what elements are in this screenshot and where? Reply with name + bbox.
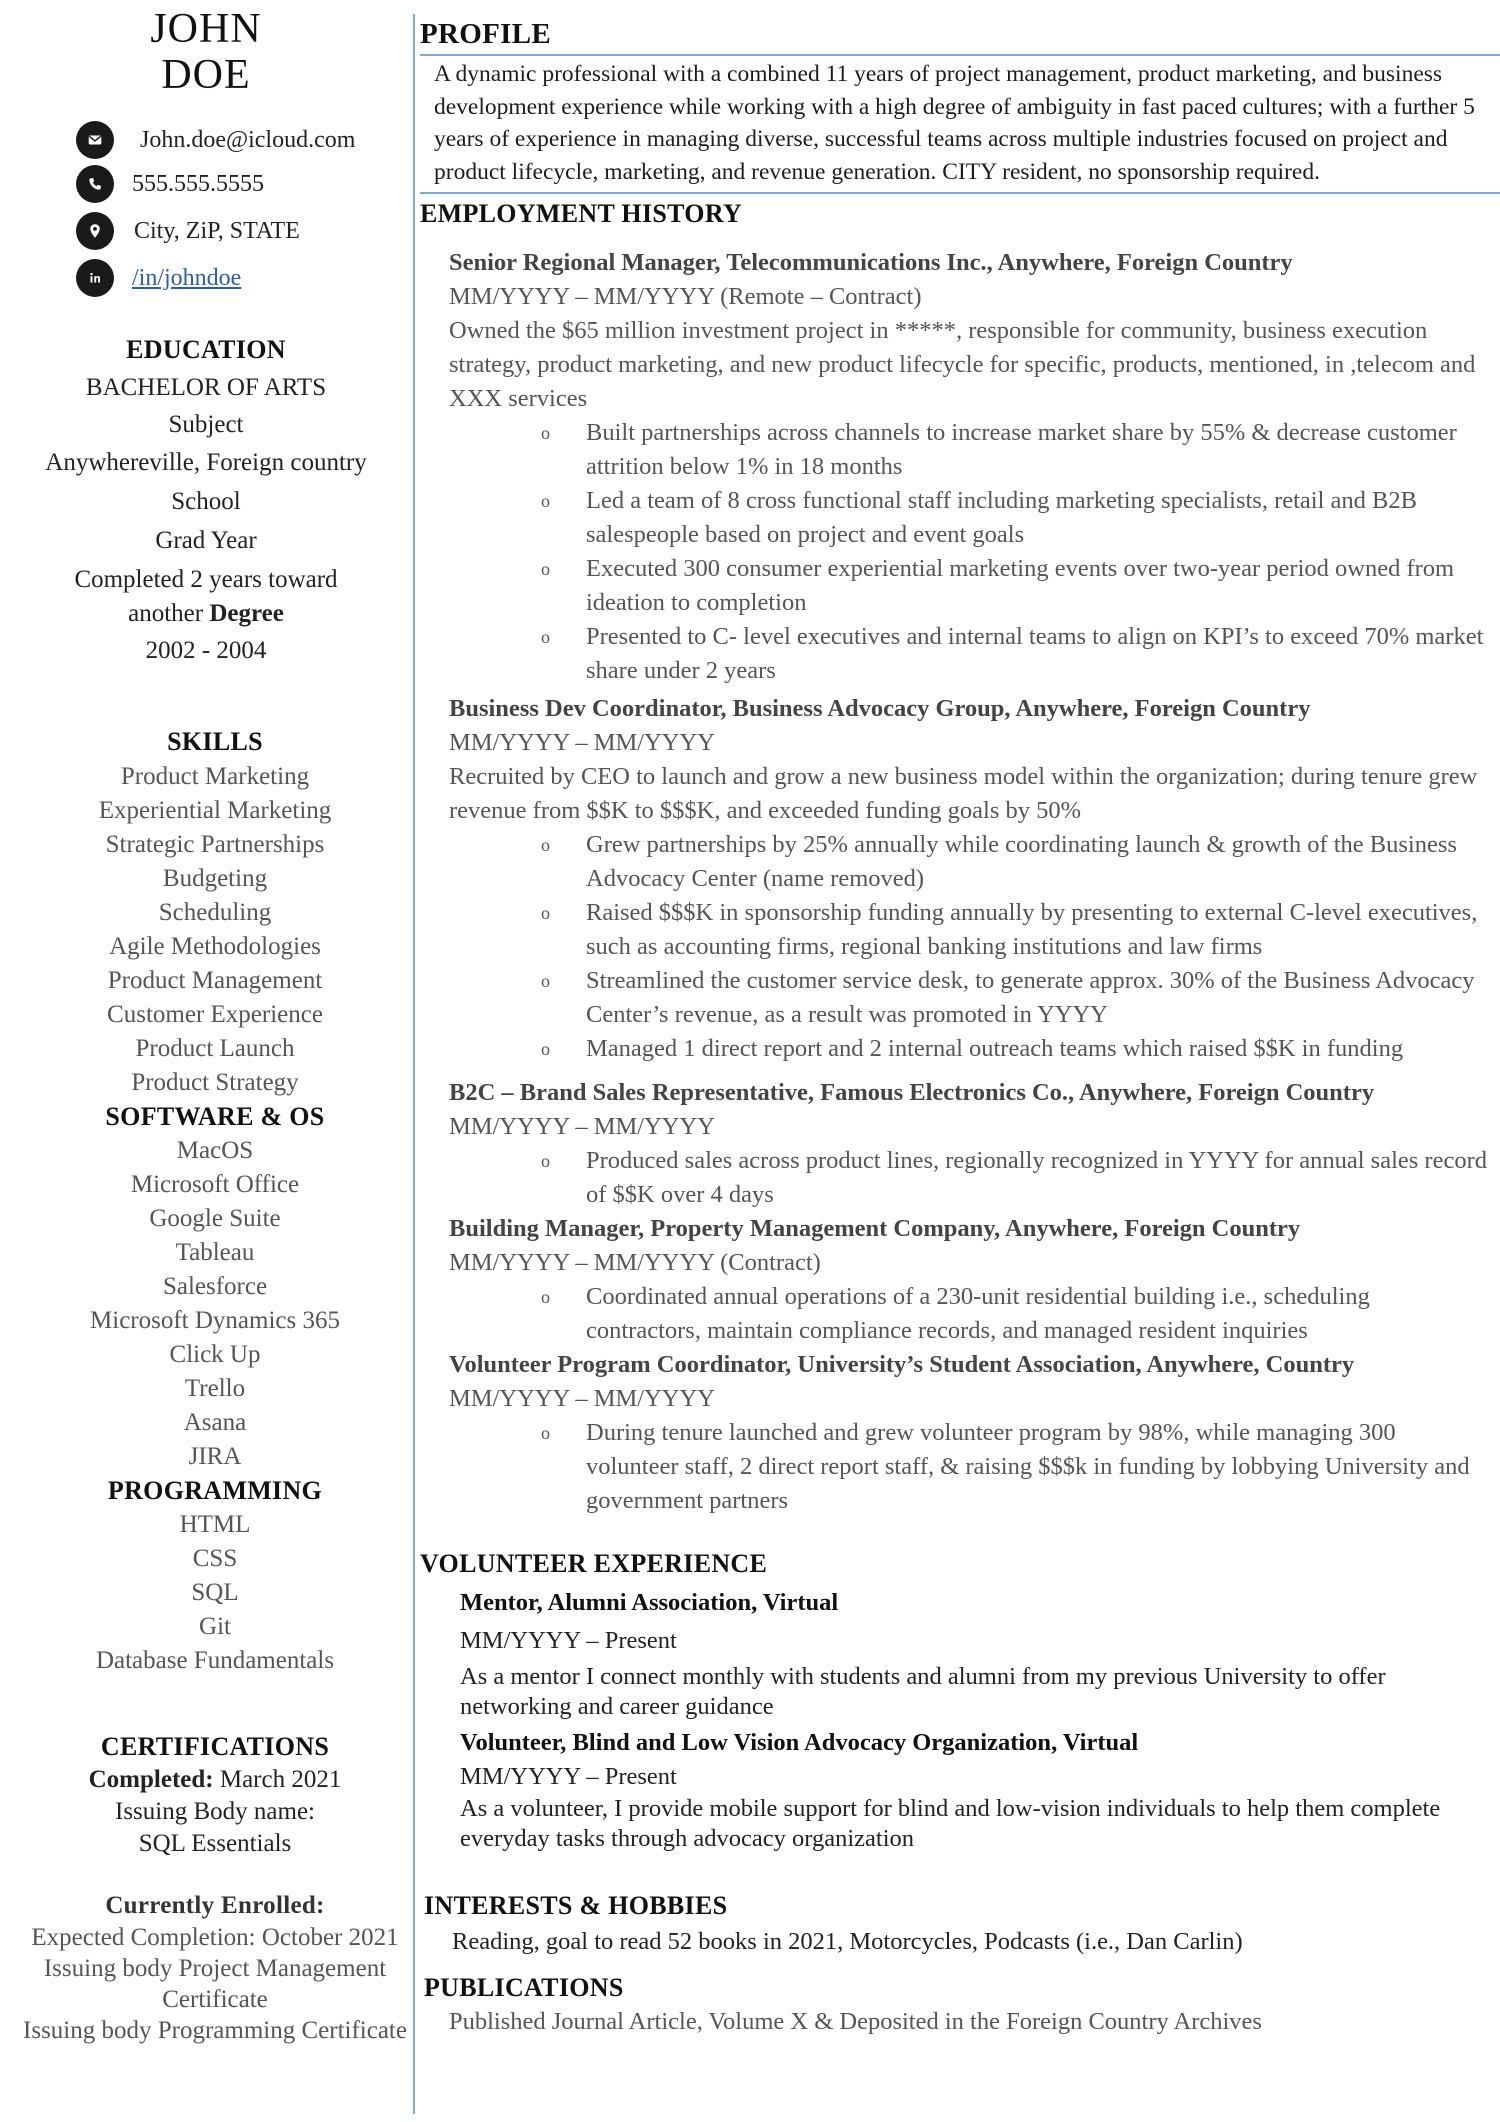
linkedin-icon <box>76 259 114 297</box>
skill-item: Customer Experience <box>107 1001 323 1028</box>
bullet-text: Executed 300 consumer experiential marketing events over two-year period owned from ideation to completion <box>586 555 1455 616</box>
contact-email <box>76 118 406 162</box>
pm-cert-line2: Certificate <box>162 1986 268 2013</box>
programming-item: CSS <box>192 1545 238 1572</box>
job-dates: MM/YYYY – MM/YYYY <box>449 1113 715 1140</box>
volunteer-description: As a mentor I connect monthly with students and alumni from my previous University to offer networking and career guidance <box>460 1663 1386 1720</box>
volunteer-dates: MM/YYYY – Present <box>460 1627 677 1654</box>
phone-icon <box>76 165 114 203</box>
envelope-icon <box>76 121 114 159</box>
job-title: Building Manager, Property Management Company, Anywhere, Foreign Country <box>449 1215 1301 1242</box>
column-divider <box>413 14 415 2114</box>
pm-cert-line1: Issuing body Project Management <box>43 1955 387 1982</box>
programming-item: Database Fundamentals <box>95 1647 335 1674</box>
software-item: Salesforce <box>162 1273 268 1300</box>
contact-phone <box>76 162 406 206</box>
location-text: City, ZiP, STATE <box>134 217 300 244</box>
profile-rule-bottom <box>420 192 1500 194</box>
software-item: MacOS <box>176 1137 254 1164</box>
software-item: JIRA <box>188 1443 242 1470</box>
list-item <box>541 964 1490 1032</box>
subject: Subject <box>168 411 244 438</box>
education-years: 2002 - 2004 <box>145 637 267 664</box>
skill-item: Product Management <box>107 967 323 994</box>
programming-list <box>0 1508 430 1678</box>
bullet-text: Coordinated annual operations of a 230-unit residential building i.e., scheduling contractors, maintain compliance records, and managed resident inquiries <box>586 1283 1370 1344</box>
volunteer-dates: MM/YYYY – Present <box>460 1763 677 1790</box>
list-item <box>541 1032 1490 1066</box>
phone-text: 555.555.5555 <box>132 170 264 197</box>
job-bullets <box>449 416 1490 688</box>
skill-item: Experiential Marketing <box>98 797 332 824</box>
job-description: Recruited by CEO to launch and grow a new business model within the organization; during tenure grew revenue from $$K to $$$K, and exceeded funding goals by 50% <box>449 763 1478 824</box>
education-section <box>0 330 412 671</box>
bullet-text: Streamlined the customer service desk, to generate approx. 30% of the Business Advocacy Center’s revenue, as a result was promoted in YYYY <box>586 967 1475 1028</box>
publications-text: Published Journal Article, Volume X & Deposited in the Foreign Country Archives <box>449 2008 1262 2035</box>
education-heading: EDUCATION <box>126 335 286 364</box>
software-item: Microsoft Dynamics 365 <box>90 1307 340 1334</box>
bullet-mark: o <box>541 423 550 443</box>
enrolled-heading: Currently Enrolled: <box>105 1892 325 1919</box>
volunteer-entry <box>420 1586 1490 1722</box>
interests-section <box>424 1888 1494 1960</box>
bullet-text: Managed 1 direct report and 2 internal outreach teams which raised $$K in funding <box>586 1035 1404 1062</box>
interests-heading: INTERESTS & HOBBIES <box>424 1891 728 1920</box>
bullet-mark: o <box>541 1287 550 1307</box>
bullet-mark: o <box>541 1039 550 1059</box>
software-heading: SOFTWARE & OS <box>105 1102 325 1131</box>
bullet-text: During tenure launched and grew volunteer program by 98%, while managing 300 volunteer staff, 2 direct report staff, & raising $$$k in funding by lobbying University and government partners <box>586 1419 1470 1514</box>
job-bullets <box>449 1144 1490 1212</box>
skill-item: Agile Methodologies <box>109 933 321 960</box>
job-title: Senior Regional Manager, Telecommunications Inc., Anywhere, Foreign Country <box>449 249 1293 276</box>
partial-degree-bold: Degree <box>209 600 284 627</box>
bullet-text: Built partnerships across channels to increase market share by 55% & decrease customer attrition below 1% in 18 months <box>586 419 1457 480</box>
employment-heading: EMPLOYMENT HISTORY <box>420 199 743 228</box>
programming-item: Git <box>199 1613 231 1640</box>
partial-degree-prefix: another <box>128 600 204 627</box>
software-item: Microsoft Office <box>130 1171 300 1198</box>
cert-completed-label: Completed: <box>88 1766 214 1793</box>
bullet-mark: o <box>541 559 550 579</box>
left-column <box>0 0 412 2122</box>
profile-section <box>420 14 1500 194</box>
software-item: Asana <box>183 1409 247 1436</box>
profile-heading: PROFILE <box>420 18 551 50</box>
bullet-text: Led a team of 8 cross functional staff including marketing specialists, retail and B2B salespeople based on project and event goals <box>586 487 1417 548</box>
job-bullets <box>449 828 1490 1066</box>
profile-text: A dynamic professional with a combined 11 years of project management, product marketing, and business development experience while working with a high degree of ambiguity in fast paced cultures; with a further 5 years of experience in managing diverse, successful teams across multiple industries focused on project and product lifecycle, marketing, and revenue generation. CITY resident, no sponsorship required. <box>434 61 1475 185</box>
employment-section <box>420 196 1490 1518</box>
programming-heading: PROGRAMMING <box>107 1476 323 1505</box>
job-bullets <box>449 1280 1490 1348</box>
list-item <box>541 416 1490 484</box>
software-item: Trello <box>184 1375 246 1402</box>
skill-item: Budgeting <box>162 865 268 892</box>
job-title: Volunteer Program Coordinator, University’s Student Association, Anywhere, Country <box>449 1351 1355 1378</box>
skill-item: Product Marketing <box>120 763 310 790</box>
bullet-mark: o <box>541 903 550 923</box>
grad-year: Grad Year <box>155 527 257 554</box>
contact-location <box>76 209 406 253</box>
volunteer-title: Mentor, Alumni Association, Virtual <box>460 1589 839 1616</box>
bullet-mark: o <box>541 491 550 511</box>
bullet-mark: o <box>541 1151 550 1171</box>
place: Anywhereville, Foreign country <box>45 449 367 476</box>
list-item <box>541 1416 1490 1518</box>
job-dates: MM/YYYY – MM/YYYY <box>449 729 715 756</box>
map-pin-icon <box>76 212 114 250</box>
skill-item: Product Strategy <box>131 1069 299 1096</box>
skills-heading: SKILLS <box>167 727 263 756</box>
skill-item: Scheduling <box>158 899 272 926</box>
software-item: Click Up <box>169 1341 261 1368</box>
name-block <box>0 6 412 98</box>
job-entry <box>420 692 1490 1066</box>
publications-section <box>424 1970 1494 2038</box>
programming-item: SQL <box>191 1579 239 1606</box>
email-text: John.doe@icloud.com <box>140 126 356 153</box>
bullet-mark: o <box>541 971 550 991</box>
bullet-text: Produced sales across product lines, regionally recognized in YYYY for annual sales record of $$K over 4 days <box>586 1147 1487 1208</box>
certifications-heading: CERTIFICATIONS <box>100 1732 330 1761</box>
bullet-text: Grew partnerships by 25% annually while coordinating launch & growth of the Business Advocacy Center (name removed) <box>586 831 1457 892</box>
cert-completed-value: March 2021 <box>219 1766 342 1793</box>
degree: BACHELOR OF ARTS <box>85 374 327 401</box>
contact-list <box>76 118 406 300</box>
list-item <box>541 484 1490 552</box>
cert-name: SQL Essentials <box>138 1830 292 1857</box>
skills-section <box>0 724 430 1678</box>
certifications-section <box>0 1730 430 2046</box>
programming-cert: Issuing body Programming Certificate <box>23 2017 407 2044</box>
cert-completed <box>0 1764 430 1796</box>
expected-completion: Expected Completion: October 2021 <box>31 1924 399 1951</box>
list-item <box>541 620 1490 688</box>
job-title: Business Dev Coordinator, Business Advocacy Group, Anywhere, Foreign Country <box>449 695 1311 722</box>
job-entry <box>420 1076 1490 1212</box>
skill-item: Strategic Partnerships <box>105 831 325 858</box>
bullet-text: Presented to C- level executives and internal teams to align on KPI’s to exceed 70% market share under 2 years <box>586 623 1484 684</box>
software-item: Tableau <box>175 1239 255 1266</box>
skill-item: Product Launch <box>135 1035 295 1062</box>
list-item <box>541 1280 1490 1348</box>
skills-list <box>0 760 430 1100</box>
school: School <box>171 488 241 515</box>
first-name: JOHN <box>150 6 262 52</box>
last-name: DOE <box>161 52 251 98</box>
software-item: Google Suite <box>149 1205 281 1232</box>
job-bullets <box>449 1416 1490 1518</box>
list-item <box>541 552 1490 620</box>
contact-linkedin[interactable] <box>76 256 406 300</box>
list-item <box>541 828 1490 896</box>
interests-text: Reading, goal to read 52 books in 2021, Motorcycles, Podcasts (i.e., Dan Carlin) <box>452 1928 1243 1955</box>
programming-item: HTML <box>179 1511 251 1538</box>
software-list <box>0 1134 430 1474</box>
job-entry <box>420 1348 1490 1518</box>
partial-degree-line1: Completed 2 years toward <box>74 566 338 593</box>
cert-issuer: Issuing Body name: <box>115 1798 315 1825</box>
volunteer-description: As a volunteer, I provide mobile support for blind and low-vision individuals to help them complete everyday tasks through advocacy organization <box>460 1795 1441 1852</box>
job-entry <box>420 246 1490 688</box>
job-dates: MM/YYYY – MM/YYYY <box>449 1385 715 1412</box>
job-title: B2C – Brand Sales Representative, Famous Electronics Co., Anywhere, Foreign Country <box>449 1079 1375 1106</box>
bullet-mark: o <box>541 1423 550 1443</box>
volunteer-section <box>420 1546 1490 1854</box>
linkedin-link[interactable]: /in/johndoe <box>132 264 242 291</box>
bullet-mark: o <box>541 627 550 647</box>
list-item <box>541 1144 1490 1212</box>
job-dates: MM/YYYY – MM/YYYY (Remote – Contract) <box>449 283 922 310</box>
bullet-mark: o <box>541 835 550 855</box>
job-description: Owned the $65 million investment project in *****, responsible for community, business execution strategy, product marketing, and new product lifecycle for specific, products, mentioned, in ,telecom and XXX services <box>449 317 1476 412</box>
volunteer-entry <box>420 1726 1490 1854</box>
publications-heading: PUBLICATIONS <box>424 1973 624 2002</box>
volunteer-title: Volunteer, Blind and Low Vision Advocacy Organization, Virtual <box>460 1729 1139 1756</box>
bullet-text: Raised $$$K in sponsorship funding annually by presenting to external C-level executives, such as accounting firms, regional banking institutions and law firms <box>586 899 1478 960</box>
volunteer-heading: VOLUNTEER EXPERIENCE <box>420 1549 768 1578</box>
job-dates: MM/YYYY – MM/YYYY (Contract) <box>449 1249 821 1276</box>
job-entry <box>420 1212 1490 1348</box>
list-item <box>541 896 1490 964</box>
partial-degree-line2 <box>0 597 412 631</box>
